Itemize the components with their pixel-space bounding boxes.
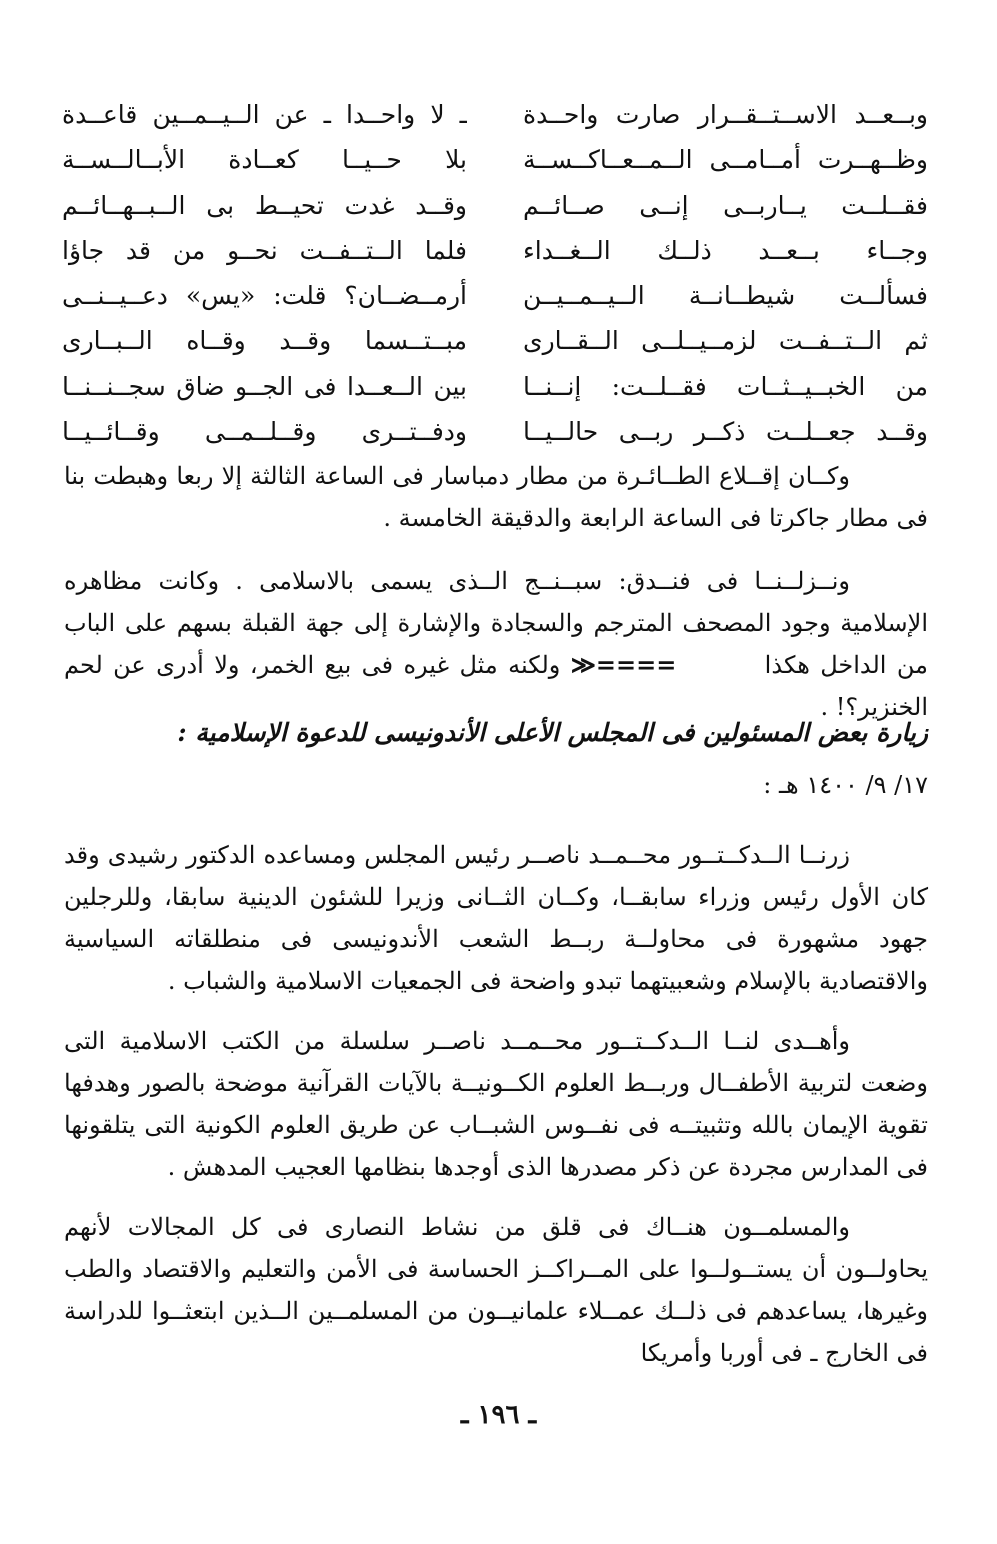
verse-line: ـ لا واحــدا ـ عن الــيــمــين قاعــدة [62,100,467,129]
verse-line: وبــعــد الاســتــقــرار صارت واحــدة [523,100,928,129]
verse-line: بين الــعــدا فى الجــو ضاق سجــنــنــا [62,371,467,401]
paragraph-books: وأهــدى لنــا الــدكــتــور محــمــد ناصــر سلسلة من الكتب الاسلامية التى وضعت لتربية الأطفــال وربــط العلوم الكــونيــة بالآيات القرآنية موضحة بالصور وهدفها تقوية الإيمان بالله وتثبيتــه فى نفــوس الشبــاب عن طريق العلوم الكونية التى يتلقونها فى المدارس مجردة عن ذكر مصدرها الذى أوجدها بنظامها العجيب المدهش . [64,1027,928,1181]
verse-line: فسألــت شيطــانــة الــيــمــيــن [523,281,928,311]
section-date: ١٧/ ٩/ ١٤٠٠ هـ : [763,771,928,799]
paragraph-visit: زرنــا الــدكــتــور محــمــد ناصــر رئيس المجلس ومساعده الدكتور رشيدى وقد كان الأول رئيس وزراء سابقــا، وكــان الثــانى وزيرا للشئون الدينية سابقا، وللرجلين جهود مشهورة فى محاولــة ربــط الشعب الأندونيسى فى منطلقاته السياسية والاقتصادية بالإسلام وشعبيتهما تبدو واضحة فى الجمعيات الاسلامية والشباب . [64,841,928,995]
verse-line: ثم الــتــفــت لزمــيــلــى الــقــارى [523,326,928,356]
verse-line: فلما الــتــفــت نحــو من قد جاؤا [62,235,467,265]
verse-line: وظــهــرت أمــامــى الــمــعــاكــســة [523,145,928,175]
verse-line: فقــلــت يــاربــى إنــى صــائــم [523,190,928,220]
verse-line: وجــاء بــعــد ذلــك الــغــداء [523,235,928,265]
qibla-arrow-icon: ====≪ [570,650,677,679]
paragraph-muslims: والمسلمــون هنــاك فى قلق من نشاط النصارى فى كل المجالات لأنهم يحاولــون أن يستــولــوا على المــراكــز الحساسة فى الأمن والتعليم والاقتصاد والطب وغيرها، يساعدهم فى ذلــك عمــلاء علمانيــون من المسلمــين الــذين ابتعثــوا للدراسة فى الخارج ـ فى أوربا وأمريكا [64,1213,928,1367]
paragraph-hotel [64,560,928,728]
section-heading: زيارة بعض المسئولين فى المجلس الأعلى الأندونيسى للدعوة الإسلامية : [177,718,928,747]
poem [62,92,928,452]
verse-line: من الخبــيــثــات فقــلــت: إنــنــا [523,371,928,401]
verse-line: وقــد جعــلــت ذكــر ربــى حالــيــا [523,417,928,447]
paragraph-flight: وكــان إقــلاع الطــائـرة من مطار دمباسار فى الساعة الثالثة إلا ربعا وهبطت بنا فى مطار جاكرتا فى الساعة الرابعة والدقيقة الخامسة . [64,462,928,532]
paragraph-hotel-tail: ولكنه مثل غيره فى بيع الخمر، ولا أدرى عن لحم الخنزير؟! . [64,651,928,721]
verse-line: أرمــضــان؟ قلت: «يس» دعــيــنــى [62,281,467,311]
page-number: ـ ١٩٦ ـ [460,1400,537,1430]
verse-line: مبــتــسما وقــد وقــاه الــبــارى [62,326,467,356]
verse-line: ودفــتــرى وقــلــمــى وقــائــيــا [62,417,467,447]
verse-line: بلا حــيــا كعــادة الأبــالــســة [62,145,467,175]
verse-line: وقــد غدت تحيــط بى الــبــهــائــم [62,190,467,220]
poem-right-column [523,92,928,454]
paragraph-hotel-main: ونــزلــنــا فى فنــدق: سبــنــج الــذى يسمى بالاسلامى . وكانت مظاهره الإسلامية وجود المصحف المترجم والسجادة والإشارة إلى جهة القبلة بسهم على الباب من الداخل هكذا [64,567,928,679]
poem-left-column [62,92,467,454]
